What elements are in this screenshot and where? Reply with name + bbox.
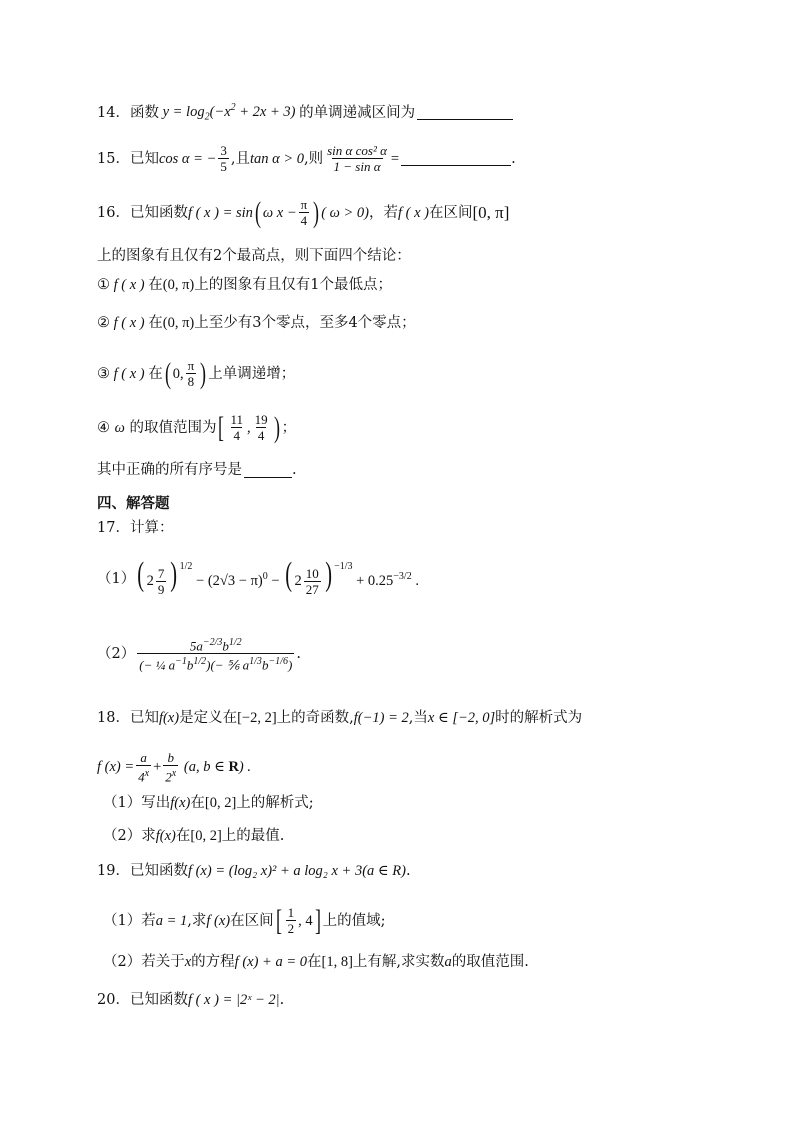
q16-text2: ，若: [369, 204, 399, 221]
q17-expression-2: $\frac{5a^{-2/3}b^{1/2}}{(- \frac{1}{4} a^{-1}b^{1/2})(- \frac{5}{6} a^{1/3}b^{-1/6})}$: [139, 637, 293, 673]
question-15: 15． 已知 cos α = − $\frac{3}{5}$ ,且 tan α > 0 ,则 $\frac{\text{sin α cos² α}}{\text{1 − sin α}}$ = .: [97, 143, 516, 174]
question-20: 20． 已知函数 f ( x ) = |2ˣ − 2| .: [97, 992, 285, 1008]
q16-condition: ( ω > 0): [321, 204, 370, 221]
q18-part2: （2）求 f(x) 在 [0, 2] 上的最值.: [103, 828, 285, 844]
q16-text: 已知函数: [129, 204, 188, 221]
q16-answer-blank[interactable]: [244, 463, 292, 478]
q15-answer-blank[interactable]: [401, 151, 511, 166]
question-18: 18． 已知 f(x) 是定义在 [−2, 2] 上的奇函数, f(−1) = 2 ,当 x ∈ [−2, 0] 时的解析式为: [97, 710, 583, 726]
question-16: 16． 已知函数 f ( x ) = sin ( ω x − $\frac{\pi}{4}$ ) ( ω > 0) ，若 f ( x ) 在区间 [0, π]: [97, 195, 510, 229]
q17-part1: （1） ( 2 $\frac{7}{9}$ ) $^{1/2} - (2√3 - \pi)^0$ − ( 2 $\frac{10}{27}$ ) $^{-1/3} + 0.25^{-3/2}$ .: [97, 556, 419, 598]
q17-part2: （2） $\frac{5a^{-2/3}b^{1/2}}{(- \frac{1}{4} a^{-1}b^{1/2})(- \frac{5}{6} a^{1/3}b^{-1/6})}$ .: [97, 637, 301, 673]
q16-fx2: f ( x ): [398, 204, 430, 221]
question-17: 17． 计算：: [97, 520, 174, 536]
q16-pi-over-4: $\frac{\pi}{4}$: [300, 197, 308, 228]
q14-answer-blank[interactable]: [417, 105, 513, 120]
q18-formula: f (x) = $\frac{a}{4^x}$ + $\frac{b}{2^x}$ (a, b ∈ R) .: [97, 750, 252, 785]
q16-interval: [0, π]: [472, 202, 510, 222]
q14-text: 函数: [129, 104, 159, 121]
q16-conclusion-3: ③ f ( x ) 在 ( 0, $\frac{\pi}{8}$ ) 上单调递增；: [97, 356, 296, 390]
q14-formula: $y = \log_2(-x^2 + 2x + 3)$: [158, 102, 300, 123]
q18-part1: （1）写出 f(x) 在 [0, 2] 上的解析式;: [103, 795, 314, 811]
question-19: 19． 已知函数 f (x) = (log₂ x)² + a log₂ x + 3(a ∈ R) .: [97, 863, 411, 879]
q16-fx: f ( x ) = sin: [187, 204, 253, 221]
q15-text: 已知: [129, 150, 159, 167]
section-heading: 四、解答题: [97, 496, 170, 512]
q16-line2: 上的图象有且仅有2个最高点，则下面四个结论：: [97, 248, 411, 264]
q15-ratio: $\frac{\text{sin α cos² α}}{\text{1 − sin α}}$: [327, 143, 387, 174]
q16-text3: 在区间: [429, 204, 473, 221]
q19-part2: （2）若关于 x 的方程 f (x) + a = 0 在 [1, 8] 上有解,求实数 a 的取值范围.: [103, 954, 529, 970]
q16-conclusion-1: ① f ( x ) 在 (0, π) 上的图象有且仅有1个最低点；: [97, 277, 392, 293]
q19-part1: （1）若 a = 1 ,求 f (x) 在区间 [ $\frac{1}{2}$ , 4 ] 上的值域;: [103, 903, 386, 937]
q16-inner: ω x −: [262, 204, 297, 221]
q16-pi-over-8: $\frac{\pi}{8}$: [187, 358, 195, 389]
q15-text3: ,则: [304, 150, 324, 167]
question-14: [97, 98, 513, 128]
q16-final: 其中正确的所有序号是 .: [97, 462, 297, 478]
q17-expression-1: ( 2 $\frac{7}{9}$ ) $^{1/2} - (2√3 - \pi)^0$ − ( 2 $\frac{10}{27}$ ) $^{-1/3} + 0.25^{-3/2}$ .: [137, 556, 419, 598]
q15-fraction: $\frac{3}{5}$: [220, 143, 227, 174]
q15-number: 15．: [97, 150, 130, 167]
q15-cos: cos α = −: [158, 150, 217, 167]
q16-conclusion-2: ② f ( x ) 在 (0, π) 上至少有3个零点，至多4个零点；: [97, 315, 416, 331]
q14-text2: 的单调递减区间为: [299, 104, 416, 121]
q15-tan: tan α > 0: [249, 150, 305, 167]
q16-conclusion-4: ④ ω 的取值范围为 [ $\frac{11}{4}$ , $\frac{19}{4}$ ) ；: [97, 410, 297, 444]
q15-equals: =: [390, 150, 400, 167]
q16-number: 16．: [97, 204, 130, 221]
q15-text2: ,且: [230, 150, 250, 167]
q14-number: 14．: [97, 104, 130, 121]
